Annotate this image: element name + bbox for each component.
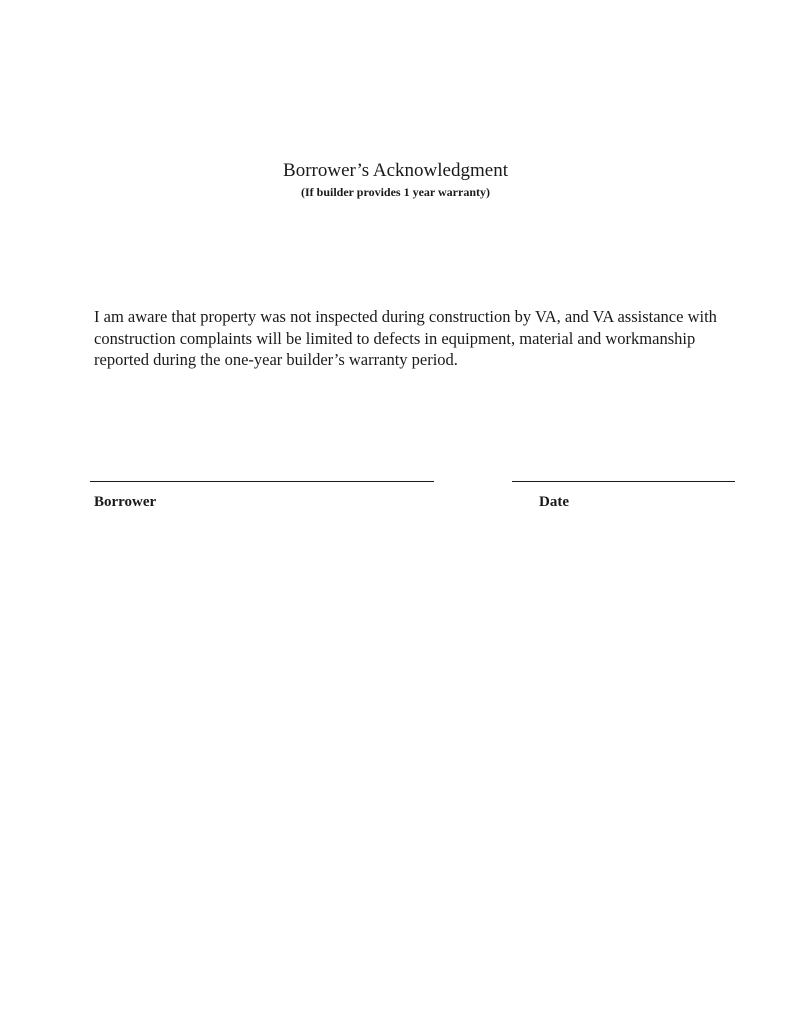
borrower-signature-line — [90, 481, 434, 482]
acknowledgment-statement: I am aware that property was not inspected during construction by VA, and VA assistance with construction complaints will be limited to defects in equipment, material and workmanship reported during the one-year builder’s warranty period. — [94, 307, 717, 369]
document-title: Borrower’s Acknowledgment — [283, 160, 508, 181]
borrower-label: Borrower — [94, 494, 157, 510]
date-signature-line — [512, 481, 735, 482]
date-label: Date — [539, 494, 569, 510]
document-subtitle: (If builder provides 1 year warranty) — [301, 185, 490, 199]
